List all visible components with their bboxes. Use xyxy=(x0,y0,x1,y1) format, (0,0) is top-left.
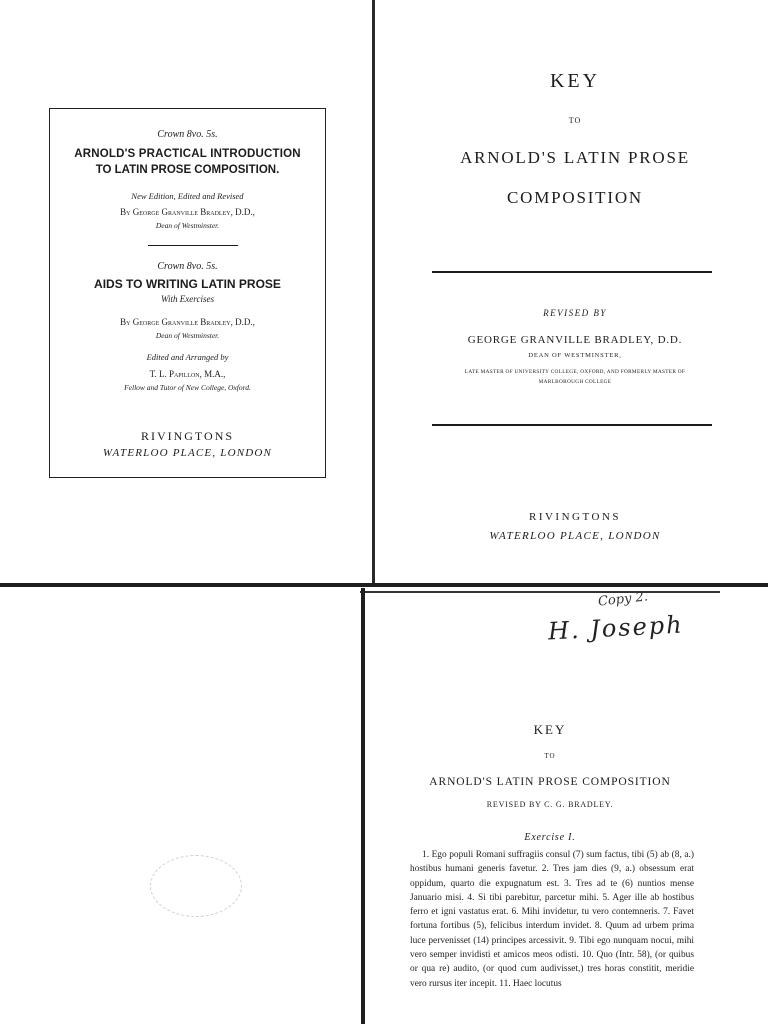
publisher-address: WATERLOO PLACE, LONDON xyxy=(489,530,661,542)
ad-title-1-line-1: ARNOLD'S PRACTICAL INTRODUCTION xyxy=(74,148,301,160)
ad-title-1-line-2: TO LATIN PROSE COMPOSITION. xyxy=(95,164,280,176)
ad-with-exercises: With Exercises xyxy=(161,294,214,304)
author-credentials-line-2: MARLBOROUGH COLLEGE xyxy=(538,379,612,385)
library-stamp xyxy=(150,855,242,917)
ad-title-2: AIDS TO WRITING LATIN PROSE xyxy=(94,277,281,291)
title-to: TO xyxy=(568,116,582,125)
title-rule-bottom xyxy=(432,424,712,426)
revised-by-label: REVISED BY xyxy=(543,308,607,318)
ad-divider xyxy=(148,245,238,246)
ad-publisher: RIVINGTONS xyxy=(140,429,235,443)
title-rule-top xyxy=(432,271,712,273)
page-to: TO xyxy=(544,752,556,760)
ad-edition-1: Crown 8vo. 5s. xyxy=(157,129,218,140)
ad-edition-2: Crown 8vo. 5s. xyxy=(157,261,218,272)
advertisement-box xyxy=(49,108,326,478)
page-title: ARNOLD'S LATIN PROSE COMPOSITION xyxy=(429,776,671,788)
page-gutter-bottom xyxy=(361,588,365,1024)
page-fold-horizontal xyxy=(0,583,768,587)
page-edge-shadow xyxy=(360,591,720,593)
author-dean: DEAN OF WESTMINSTER, xyxy=(528,352,622,359)
exercise-text: 1. Ego populi Romani suffragiis consul (7) sum factus, tibi (5) ab (8, a.) hostibus humani generis favetur. 2. Tres jam dies (9, a.) obsessum erat oppidum, quarto die expugnatum est. 3. Tres ad te (6) nuntios mense Januario misi. 4. Si tibi parebitur, parcetur mihi. 5. Ager ille ab hostibus ferro et igni vastatus erat. 6. Mihi invidetur, tu vero contemneris. 7. Favet fortuna fortibus (5), felicibus interdum invidet. 8. Quum ad urbem prima luce pervenisset (14) principes arcessivit. 9. Tibi ego nunquam nocui, mihi vero semper invidisti et amicos meos odisti. 10. Quo (Intr. 58), (or quibus or qua re) audito, (or quod cum audivisset,) tres horas constitit, meridie vero rursus iter incepit. 11. Haec locutus xyxy=(410,850,694,989)
author-credentials-line-1: LATE MASTER OF UNIVERSITY COLLEGE, OXFORD, AND FORMERLY MASTER OF xyxy=(464,369,686,375)
ad-author-1: By George Granville Bradley, D.D., xyxy=(120,207,255,217)
page-gutter-top xyxy=(372,0,375,586)
title-line-2: COMPOSITION xyxy=(507,188,643,207)
ad-edited-arranged: Edited and Arranged by xyxy=(146,352,229,362)
ad-papillon: T. L. Papillon, M.A., xyxy=(149,369,226,379)
page-revised: REVISED BY C. G. BRADLEY. xyxy=(486,800,614,809)
page-key: KEY xyxy=(533,722,567,737)
ad-dean-2: Dean of Westminster. xyxy=(155,331,220,340)
author-name: GEORGE GRANVILLE BRADLEY, D.D. xyxy=(467,334,683,346)
ad-author-2: By George Granville Bradley, D.D., xyxy=(120,317,255,327)
handwritten-signature: H. Joseph xyxy=(547,610,685,646)
exercise-heading: Exercise I. xyxy=(524,832,576,843)
publisher-name: RIVINGTONS xyxy=(528,511,622,523)
ad-fellow: Fellow and Tutor of New College, Oxford. xyxy=(124,383,251,392)
title-line-1: ARNOLD'S LATIN PROSE xyxy=(460,148,690,167)
title-key: KEY xyxy=(549,70,601,92)
ad-dean-1: Dean of Westminster. xyxy=(155,221,220,230)
ad-new-edition: New Edition, Edited and Revised xyxy=(131,191,244,201)
handwritten-copy-note: Copy 2. xyxy=(597,589,649,610)
ad-address: WATERLOO PLACE, LONDON xyxy=(102,447,273,459)
